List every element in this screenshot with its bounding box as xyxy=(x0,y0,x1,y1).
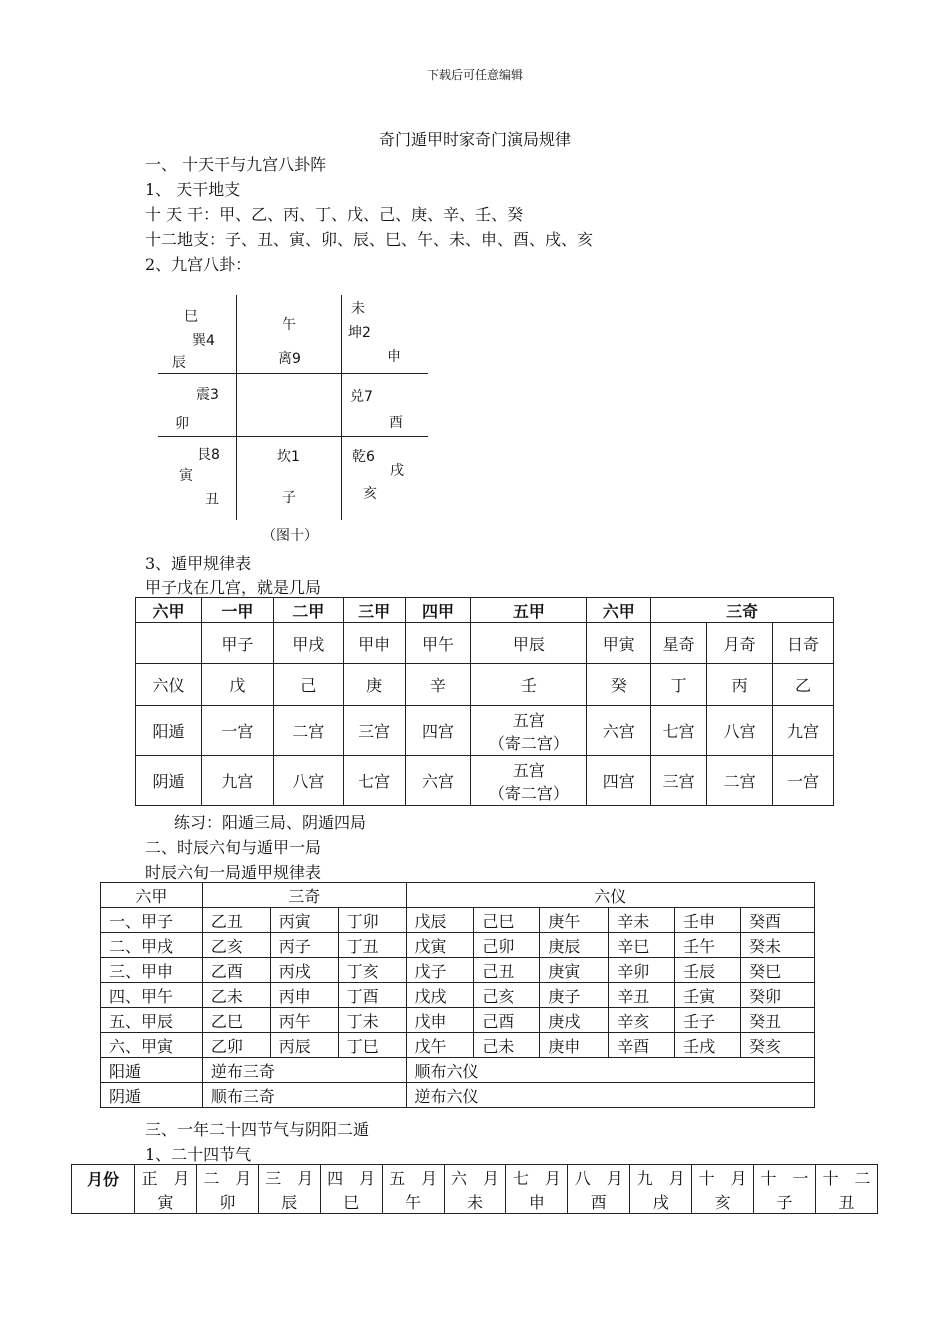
table-cell: 庚子 xyxy=(540,983,609,1008)
table-cell: 丁卯 xyxy=(338,908,406,933)
table-cell: 三、甲申 xyxy=(101,958,203,983)
table-row xyxy=(136,756,834,806)
label-kan: 坎1 xyxy=(277,449,300,465)
table-cell: 己丑 xyxy=(474,958,540,983)
header-cell: 五甲 xyxy=(471,598,587,623)
table-cell: 乙 xyxy=(773,664,834,706)
table-cell: 丁丑 xyxy=(338,933,406,958)
month-branch-cell: 申 xyxy=(506,1189,568,1214)
six-xun-table xyxy=(100,882,815,1108)
table-cell: 乙丑 xyxy=(202,908,270,933)
table-header-row xyxy=(101,883,815,908)
label-wei: 未 xyxy=(351,301,365,317)
header-cell: 三甲 xyxy=(343,598,405,623)
grid-line xyxy=(158,373,428,374)
month-cell: 二 月 xyxy=(196,1165,258,1190)
table-cell: 六仪 xyxy=(136,664,202,706)
header-cell: 三奇 xyxy=(202,883,406,908)
palace-text: 五宫 xyxy=(512,760,545,780)
table-cell: 丙辰 xyxy=(270,1033,338,1058)
table-cell: 一宫 xyxy=(773,756,834,806)
month-cell: 四 月 xyxy=(320,1165,382,1190)
label-you: 酉 xyxy=(389,415,403,431)
month-cell: 六 月 xyxy=(444,1165,506,1190)
table-cell: 一、甲子 xyxy=(101,908,203,933)
table-cell: 癸 xyxy=(587,664,651,706)
table-row xyxy=(101,1008,815,1033)
table-cell: 丁未 xyxy=(338,1008,406,1033)
month-branch-cell: 戌 xyxy=(630,1189,692,1214)
table-row xyxy=(101,958,815,983)
tiangan-line: 十 天 干：甲、乙、丙、丁、戊、己、庚、辛、壬、癸 xyxy=(145,205,524,224)
table-cell: 辛未 xyxy=(609,908,675,933)
table-cell: 丙 xyxy=(707,664,773,706)
table-cell: 戊申 xyxy=(406,1008,474,1033)
table-cell: 乙巳 xyxy=(202,1008,270,1033)
month-branch-cell: 卯 xyxy=(196,1189,258,1214)
section-3-heading: 三、一年二十四节气与阴阳二遁 xyxy=(145,1120,370,1139)
month-cell: 正 月 xyxy=(135,1165,197,1190)
table-cell: 壬子 xyxy=(675,1008,741,1033)
table-row xyxy=(101,1083,815,1108)
table-cell xyxy=(136,623,202,664)
header-cell: 三奇 xyxy=(651,598,834,623)
header-cell: 一甲 xyxy=(201,598,273,623)
table-cell: 阳遁 xyxy=(136,706,202,756)
label-xun: 巽4 xyxy=(192,333,215,349)
month-branch-cell: 午 xyxy=(382,1189,444,1214)
table-cell: 六宫 xyxy=(405,756,471,806)
month-branch-cell: 寅 xyxy=(135,1189,197,1214)
table-cell: 丙午 xyxy=(270,1008,338,1033)
table-cell: 九宫 xyxy=(773,706,834,756)
table-cell: 三宫 xyxy=(343,706,405,756)
practice-note: 练习：阳遁三局、阴遁四局 xyxy=(174,813,367,832)
page-header: 下载后可任意编辑 xyxy=(426,68,523,82)
table-cell: 阳遁 xyxy=(101,1058,203,1083)
table-cell: 七宫 xyxy=(651,706,707,756)
month-cell: 三 月 xyxy=(258,1165,320,1190)
table-cell: 九宫 xyxy=(201,756,273,806)
table-cell-multiline xyxy=(471,756,587,806)
section-2-table-title: 时辰六旬一局遁甲规律表 xyxy=(145,863,322,882)
table-cell: 甲戌 xyxy=(273,623,343,664)
header-cell: 二甲 xyxy=(273,598,343,623)
table-cell: 壬辰 xyxy=(675,958,741,983)
month-cell: 五 月 xyxy=(382,1165,444,1190)
table-cell: 庚辰 xyxy=(540,933,609,958)
month-branch-cell: 丑 xyxy=(815,1189,877,1214)
month-label: 月份 xyxy=(72,1165,135,1214)
table-cell: 日奇 xyxy=(773,623,834,664)
table-cell: 庚午 xyxy=(540,908,609,933)
table-cell: 乙酉 xyxy=(202,958,270,983)
table-cell: 癸巳 xyxy=(741,958,815,983)
grid-line xyxy=(236,295,237,520)
table-cell: 丙戌 xyxy=(270,958,338,983)
table-row xyxy=(136,664,834,706)
table-cell: 戊辰 xyxy=(406,908,474,933)
table-cell: 阴遁 xyxy=(101,1083,203,1108)
table-cell: 月奇 xyxy=(707,623,773,664)
table-cell: 乙未 xyxy=(202,983,270,1008)
table-cell: 癸酉 xyxy=(741,908,815,933)
figure-caption: （图十） xyxy=(262,528,318,544)
table-cell: 星奇 xyxy=(651,623,707,664)
table-cell: 戊 xyxy=(201,664,273,706)
table-header-row xyxy=(136,598,834,623)
table-cell: 戊子 xyxy=(406,958,474,983)
header-cell: 四甲 xyxy=(405,598,471,623)
table-cell: 甲寅 xyxy=(587,623,651,664)
table-row xyxy=(136,623,834,664)
table-cell: 阴遁 xyxy=(136,756,202,806)
table-cell: 辛亥 xyxy=(609,1008,675,1033)
table-cell: 壬申 xyxy=(675,908,741,933)
label-kun: 坤2 xyxy=(348,325,371,341)
table-cell: 壬戌 xyxy=(675,1033,741,1058)
table-cell: 庚申 xyxy=(540,1033,609,1058)
palace-note: （寄二宫） xyxy=(488,783,569,803)
subsection-1-3-note: 甲子戊在几宫，就是几局 xyxy=(145,578,322,597)
table-cell: 四宫 xyxy=(587,756,651,806)
table-cell: 己未 xyxy=(474,1033,540,1058)
table-cell: 己亥 xyxy=(474,983,540,1008)
table-cell: 戊午 xyxy=(406,1033,474,1058)
table-cell: 丙子 xyxy=(270,933,338,958)
header-cell: 六甲 xyxy=(101,883,203,908)
subsection-1-3: 3、遁甲规律表 xyxy=(145,554,252,573)
label-qian: 乾6 xyxy=(352,449,375,465)
table-row xyxy=(72,1165,878,1190)
table-cell: 乙卯 xyxy=(202,1033,270,1058)
table-cell: 辛巳 xyxy=(609,933,675,958)
section-2-heading: 二、时辰六旬与遁甲一局 xyxy=(145,838,322,857)
table-cell: 丁酉 xyxy=(338,983,406,1008)
table-cell: 二、甲戌 xyxy=(101,933,203,958)
label-hai: 亥 xyxy=(363,486,377,502)
solar-terms-table xyxy=(71,1164,878,1214)
table-cell: 癸丑 xyxy=(741,1008,815,1033)
table-cell: 八宫 xyxy=(273,756,343,806)
table-cell: 逆布三奇 xyxy=(202,1058,406,1083)
month-branch-cell: 辰 xyxy=(258,1189,320,1214)
label-mao: 卯 xyxy=(175,416,189,432)
table-cell: 辛卯 xyxy=(609,958,675,983)
table-cell: 六宫 xyxy=(587,706,651,756)
table-row xyxy=(101,1058,815,1083)
table-cell: 壬午 xyxy=(675,933,741,958)
table-cell: 庚戌 xyxy=(540,1008,609,1033)
table-cell: 己卯 xyxy=(474,933,540,958)
table-cell: 丁亥 xyxy=(338,958,406,983)
subsection-1-1: 1、 天干地支 xyxy=(145,180,241,199)
label-zhen: 震3 xyxy=(196,387,219,403)
table-cell: 丙申 xyxy=(270,983,338,1008)
label-dui: 兑7 xyxy=(350,389,373,405)
header-cell: 六甲 xyxy=(587,598,651,623)
table-cell: 癸未 xyxy=(741,933,815,958)
label-chen: 辰 xyxy=(172,355,186,371)
table-cell: 己 xyxy=(273,664,343,706)
month-cell: 十 一 xyxy=(754,1165,816,1190)
table-cell: 四、甲午 xyxy=(101,983,203,1008)
label-si: 巳 xyxy=(184,309,198,325)
table-row xyxy=(101,908,815,933)
dizhi-line: 十二地支：子、丑、寅、卯、辰、巳、午、未、申、酉、戌、亥 xyxy=(145,230,594,249)
label-wu: 午 xyxy=(282,317,296,333)
table-cell: 一宫 xyxy=(201,706,273,756)
table-cell: 五、甲辰 xyxy=(101,1008,203,1033)
month-cell: 十 二 xyxy=(815,1165,877,1190)
table-cell: 七宫 xyxy=(343,756,405,806)
dunjia-rule-table xyxy=(135,597,834,806)
table-cell: 逆布六仪 xyxy=(406,1083,814,1108)
table-row xyxy=(101,1033,815,1058)
table-cell: 六、甲寅 xyxy=(101,1033,203,1058)
table-row xyxy=(101,933,815,958)
table-cell: 戊戌 xyxy=(406,983,474,1008)
subsection-3-1: 1、二十四节气 xyxy=(145,1145,252,1164)
table-cell: 四宫 xyxy=(405,706,471,756)
table-cell: 辛丑 xyxy=(609,983,675,1008)
table-cell-multiline xyxy=(471,706,587,756)
palace-note: （寄二宫） xyxy=(488,733,569,753)
grid-line xyxy=(341,295,342,520)
table-row xyxy=(72,1189,878,1214)
table-cell: 辛酉 xyxy=(609,1033,675,1058)
month-branch-cell: 亥 xyxy=(692,1189,754,1214)
palace-text: 五宫 xyxy=(512,710,545,730)
label-zi: 子 xyxy=(282,490,296,506)
month-cell: 七 月 xyxy=(506,1165,568,1190)
grid-line xyxy=(158,436,428,437)
table-cell: 壬 xyxy=(471,664,587,706)
table-cell: 甲午 xyxy=(405,623,471,664)
month-branch-cell: 子 xyxy=(754,1189,816,1214)
label-yin: 寅 xyxy=(179,468,193,484)
table-cell: 甲申 xyxy=(343,623,405,664)
month-cell: 八 月 xyxy=(568,1165,630,1190)
table-cell: 壬寅 xyxy=(675,983,741,1008)
table-cell: 三宫 xyxy=(651,756,707,806)
table-cell: 八宫 xyxy=(707,706,773,756)
table-cell: 乙亥 xyxy=(202,933,270,958)
table-cell: 甲辰 xyxy=(471,623,587,664)
table-cell: 己巳 xyxy=(474,908,540,933)
table-cell: 丁巳 xyxy=(338,1033,406,1058)
month-branch-cell: 巳 xyxy=(320,1189,382,1214)
table-cell: 顺布六仪 xyxy=(406,1058,814,1083)
table-cell: 庚 xyxy=(343,664,405,706)
label-gen: 艮8 xyxy=(197,447,220,463)
label-li: 离9 xyxy=(278,351,301,367)
subsection-1-2: 2、九宫八卦： xyxy=(145,255,252,274)
table-cell: 辛 xyxy=(405,664,471,706)
header-cell: 六仪 xyxy=(406,883,814,908)
section-1-heading: 一、 十天干与九宫八卦阵 xyxy=(145,155,327,174)
month-branch-cell: 酉 xyxy=(568,1189,630,1214)
month-cell: 九 月 xyxy=(630,1165,692,1190)
table-cell: 丁 xyxy=(651,664,707,706)
table-row xyxy=(136,706,834,756)
label-xu: 戌 xyxy=(390,463,404,479)
month-cell: 十 月 xyxy=(692,1165,754,1190)
table-cell: 癸卯 xyxy=(741,983,815,1008)
label-shen: 申 xyxy=(387,349,401,365)
nine-palace-diagram xyxy=(155,292,430,524)
month-branch-cell: 未 xyxy=(444,1189,506,1214)
table-cell: 甲子 xyxy=(201,623,273,664)
table-cell: 二宫 xyxy=(273,706,343,756)
document-title: 奇门遁甲时家奇门演局规律 xyxy=(378,130,571,149)
table-cell: 顺布三奇 xyxy=(202,1083,406,1108)
table-cell: 丙寅 xyxy=(270,908,338,933)
label-chou: 丑 xyxy=(205,492,219,508)
table-cell: 己酉 xyxy=(474,1008,540,1033)
table-cell: 二宫 xyxy=(707,756,773,806)
table-cell: 癸亥 xyxy=(741,1033,815,1058)
table-cell: 戊寅 xyxy=(406,933,474,958)
table-cell: 庚寅 xyxy=(540,958,609,983)
table-row xyxy=(101,983,815,1008)
header-cell: 六甲 xyxy=(136,598,202,623)
